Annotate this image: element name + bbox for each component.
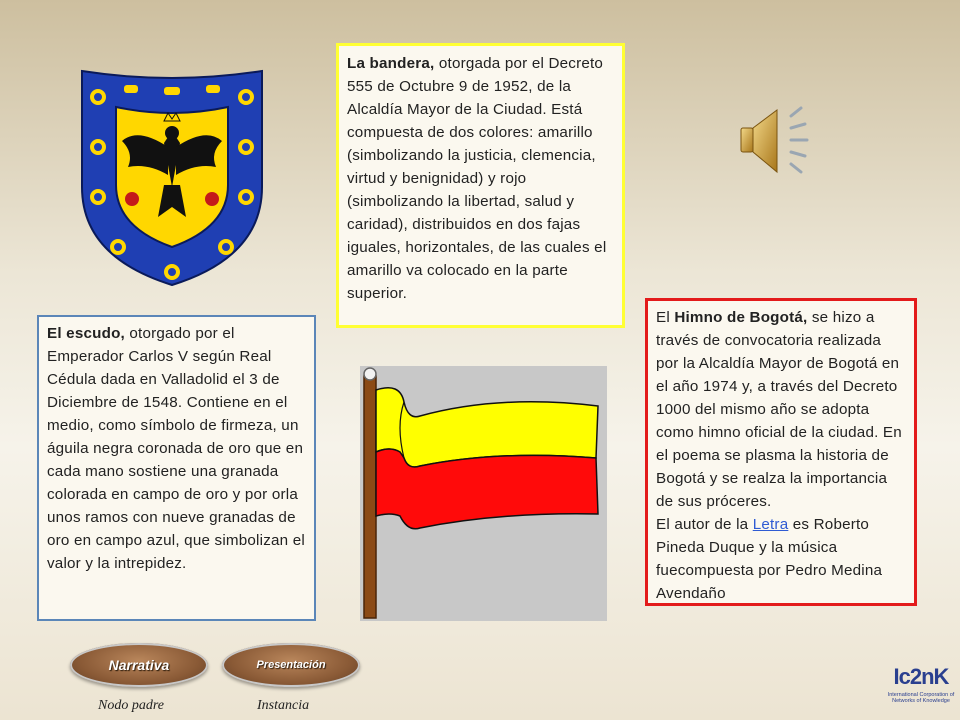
escudo-text-box bbox=[37, 315, 316, 621]
himno-description: se hizo a través de convocatoria realizada por la Alcaldía Mayor de Bogotá en el año 1974 y, a través del Decreto 1000 del mismo año se adopta como himno oficial de la ciudad. En el poema se plasma la historia de Bogotá y se realza la importancia de sus próceres. bbox=[656, 309, 902, 510]
himno-title: Himno de Bogotá, bbox=[674, 309, 808, 326]
himno-text-box bbox=[645, 298, 917, 606]
nodo-padre-label: Nodo padre bbox=[98, 698, 164, 713]
instancia-label: Instancia bbox=[257, 698, 310, 713]
escudo-title: El escudo, bbox=[47, 325, 125, 342]
coat-of-arms-image bbox=[78, 67, 266, 287]
himno-author-prefix: El autor de la bbox=[656, 516, 753, 533]
letra-link[interactable]: Letra bbox=[752, 516, 789, 533]
ic2nk-logo bbox=[886, 664, 956, 718]
flag-image bbox=[360, 366, 607, 621]
logo-caption: International Corporation of Networks of Knowledge bbox=[887, 692, 955, 704]
logo-name: Ic2nK bbox=[893, 664, 949, 689]
bandera-text-box bbox=[336, 43, 625, 328]
presentacion-button[interactable]: Presentación bbox=[222, 643, 360, 687]
himno-prefix: El bbox=[656, 309, 675, 326]
bandera-title: La bandera, bbox=[347, 55, 435, 72]
speaker-icon[interactable] bbox=[735, 102, 815, 182]
bandera-description: otorgada por el Decreto 555 de Octubre 9 de 1952, de la Alcaldía Mayor de la Ciudad. Está compuesta de dos colores: amarillo (simbolizando la justicia, clemencia, virtud y benignidad) y rojo (simbolizando la libertad, salud y caridad), distribuidos en dos fajas iguales, horizontales, de las cuales el amarillo va colocado en la parte superior. bbox=[347, 55, 607, 302]
himno-author-suffix: es Roberto Pineda Duque y la música fuecompuesta por Pedro Medina Avendaño bbox=[656, 516, 883, 602]
escudo-description: otorgado por el Emperador Carlos V según Real Cédula dada en Valladolid el 3 de Diciembre de 1548. Contiene en el medio, como símbolo de firmeza, un águila negra coronada de oro que en cada mano sostiene una granada colorada en campo de oro y por orla unos ramos con nueve granadas de oro en campo azul, que simbolizan el valor y la intrepidez. bbox=[47, 325, 305, 572]
narrativa-button[interactable]: Narrativa bbox=[70, 643, 208, 687]
